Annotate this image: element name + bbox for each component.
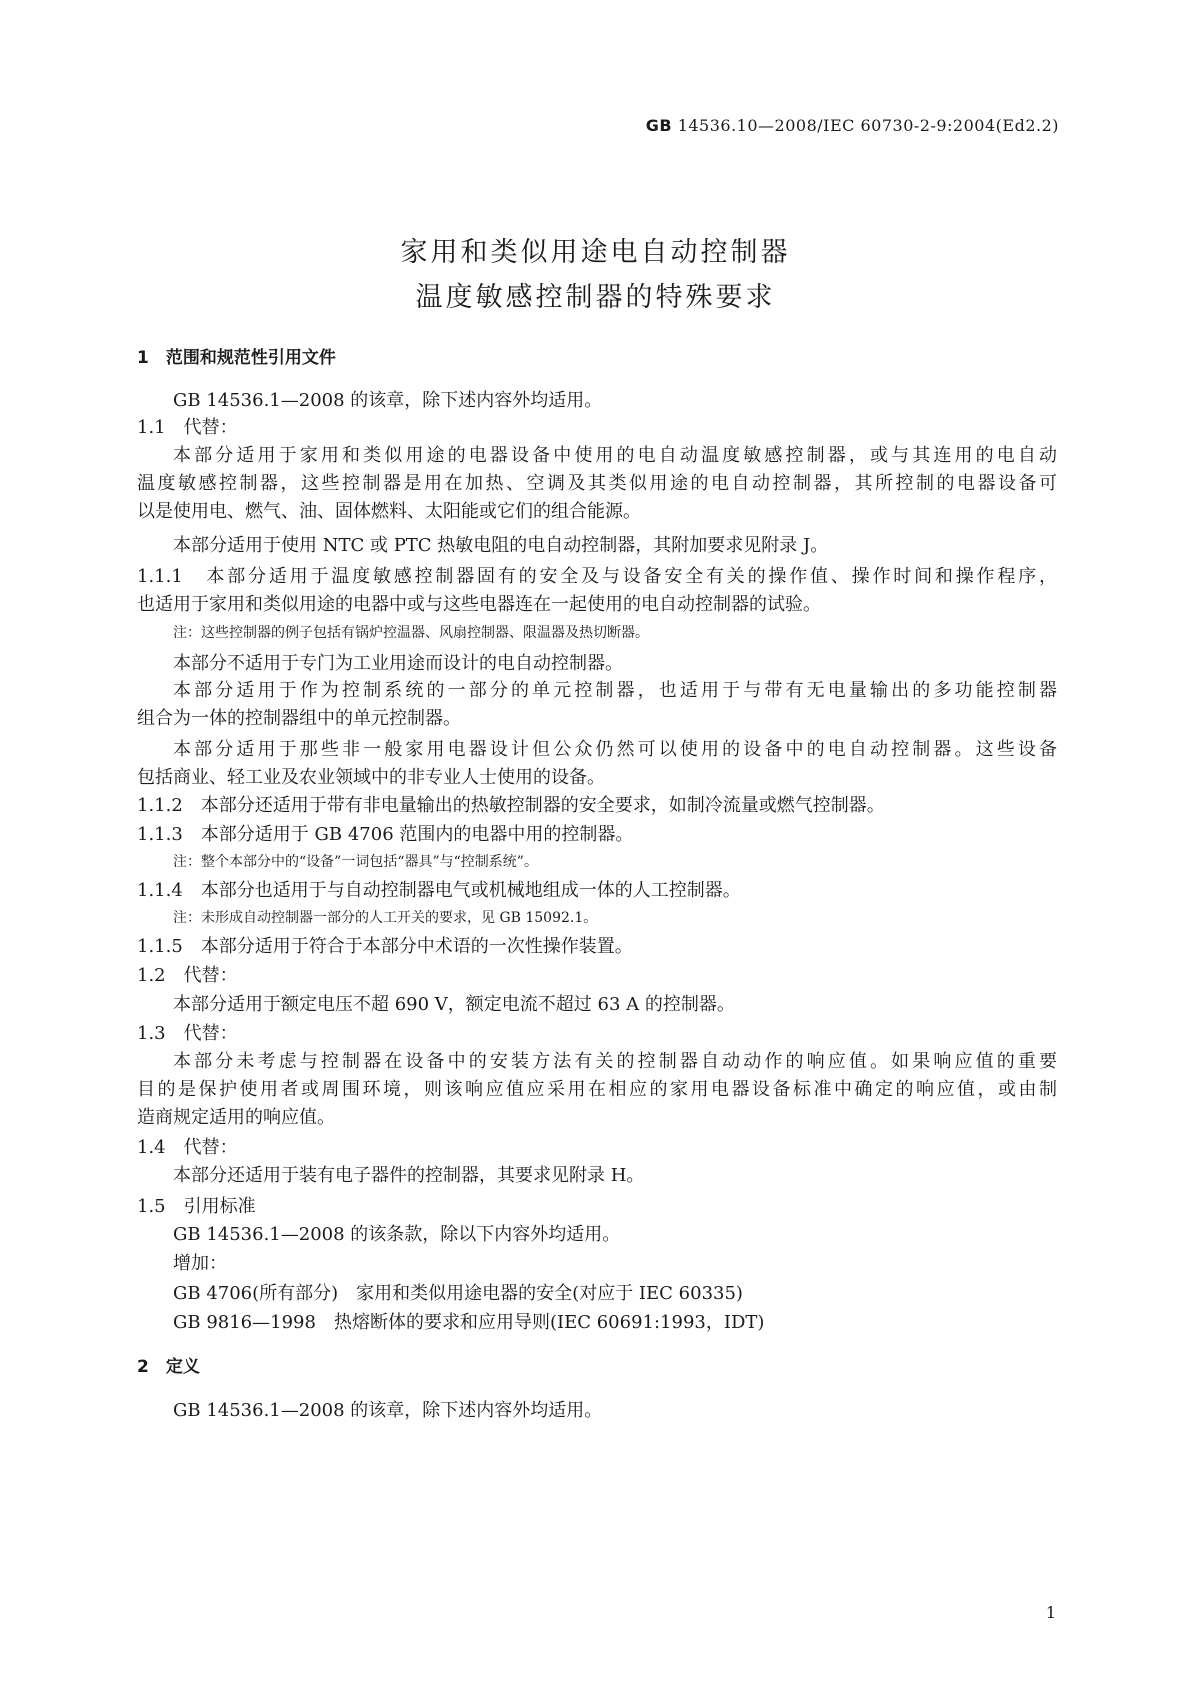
clause-1-1-1: 1.1.1 本部分适用于温度敏感控制器固有的安全及与设备安全有关的操作值、操作时间和操作程序，: [137, 566, 1057, 587]
paragraph-line: 本部分适用于额定电压不超 690 V，额定电流不超过 63 A 的控制器。: [173, 994, 735, 1015]
standard-number-header: [646, 116, 1059, 135]
paragraph-line: 本部分不适用于专门为工业用途而设计的电自动控制器。: [173, 653, 623, 674]
paragraph-line: GB 14536.1—2008 的该章，除下述内容外均适用。: [173, 1400, 603, 1421]
document-title-line1: 家用和类似用途电自动控制器: [400, 237, 791, 268]
page-number: 1: [1045, 1603, 1056, 1622]
clause-heading-1-3: 1.3 代替：: [137, 1023, 238, 1044]
reference-entry: GB 9816—1998 热熔断体的要求和应用导则(IEC 60691:1993，IDT): [173, 1312, 765, 1333]
paragraph-line: GB 14536.1—2008 的该章，除下述内容外均适用。: [173, 390, 603, 411]
paragraph-line: 本部分适用于家用和类似用途的电器设备中使用的电自动温度敏感控制器，或与其连用的电自动: [173, 445, 1057, 466]
standard-code: 14536.10—2008/IEC 60730-2-9:2004(Ed2.2): [677, 116, 1059, 135]
clause-heading-1-1: 1.1 代替：: [137, 417, 238, 438]
paragraph-line: 本部分适用于作为控制系统的一部分的单元控制器，也适用于与带有无电量输出的多功能控制器: [173, 680, 1057, 701]
note-line: 注：整个本部分中的“设备”一词包括“器具”与“控制系统”。: [173, 854, 538, 870]
paragraph-line: 增加：: [173, 1253, 227, 1274]
paragraph-line: 包括商业、轻工业及农业领域中的非专业人士使用的设备。: [137, 767, 605, 788]
paragraph-line: 以是使用电、燃气、油、固体燃料、太阳能或它们的组合能源。: [137, 501, 641, 522]
paragraph-line: 也适用于家用和类似用途的电器中或与这些电器连在一起使用的电自动控制器的试验。: [137, 594, 821, 615]
paragraph-line: 目的是保护使用者或周围环境，则该响应值应采用在相应的家用电器设备标准中确定的响应值，或由制: [137, 1079, 1057, 1100]
clause-1-1-5: 1.1.5 本部分适用于符合于本部分中术语的一次性操作装置。: [137, 936, 633, 957]
paragraph-line: 组合为一体的控制器组中的单元控制器。: [137, 708, 461, 729]
paragraph-line: 本部分未考虑与控制器在设备中的安装方法有关的控制器自动动作的响应值。如果响应值的重要: [173, 1051, 1057, 1072]
note-line: 注：未形成自动控制器一部分的人工开关的要求，见 GB 15092.1。: [173, 910, 598, 926]
paragraph-line: 本部分适用于使用 NTC 或 PTC 热敏电阻的电自动控制器，其附加要求见附录 J。: [173, 535, 829, 556]
section-heading-2: 2 定义: [137, 1357, 200, 1377]
clause-heading-1-4: 1.4 代替：: [137, 1137, 238, 1158]
clause-1-1-2: 1.1.2 本部分还适用于带有非电量输出的热敏控制器的安全要求，如制冷流量或燃气控制器。: [137, 795, 885, 816]
reference-entry: GB 4706(所有部分) 家用和类似用途电器的安全(对应于 IEC 60335): [173, 1283, 743, 1304]
clause-1-1-3: 1.1.3 本部分适用于 GB 4706 范围内的电器中用的控制器。: [137, 824, 634, 845]
paragraph-line: 本部分还适用于装有电子器件的控制器，其要求见附录 H。: [173, 1165, 645, 1186]
paragraph-line: 本部分适用于那些非一般家用电器设计但公众仍然可以使用的设备中的电自动控制器。这些设备: [173, 739, 1057, 760]
section-heading-1: 1 范围和规范性引用文件: [137, 348, 336, 368]
paragraph-line: 造商规定适用的响应值。: [137, 1107, 335, 1128]
clause-1-1-4: 1.1.4 本部分也适用于与自动控制器电气或机械地组成一体的人工控制器。: [137, 880, 741, 901]
standard-prefix: GB: [645, 116, 673, 135]
note-line: 注：这些控制器的例子包括有锅炉控温器、风扇控制器、限温器及热切断器。: [173, 625, 649, 641]
document-title-line2: 温度敏感控制器的特殊要求: [415, 282, 776, 313]
clause-heading-1-2: 1.2 代替：: [137, 965, 238, 986]
paragraph-line: GB 14536.1—2008 的该条款，除以下内容外均适用。: [173, 1224, 621, 1245]
clause-heading-1-5: 1.5 引用标准: [137, 1196, 256, 1217]
paragraph-line: 温度敏感控制器，这些控制器是用在加热、空调及其类似用途的电自动控制器，其所控制的电器设备可: [137, 473, 1057, 494]
